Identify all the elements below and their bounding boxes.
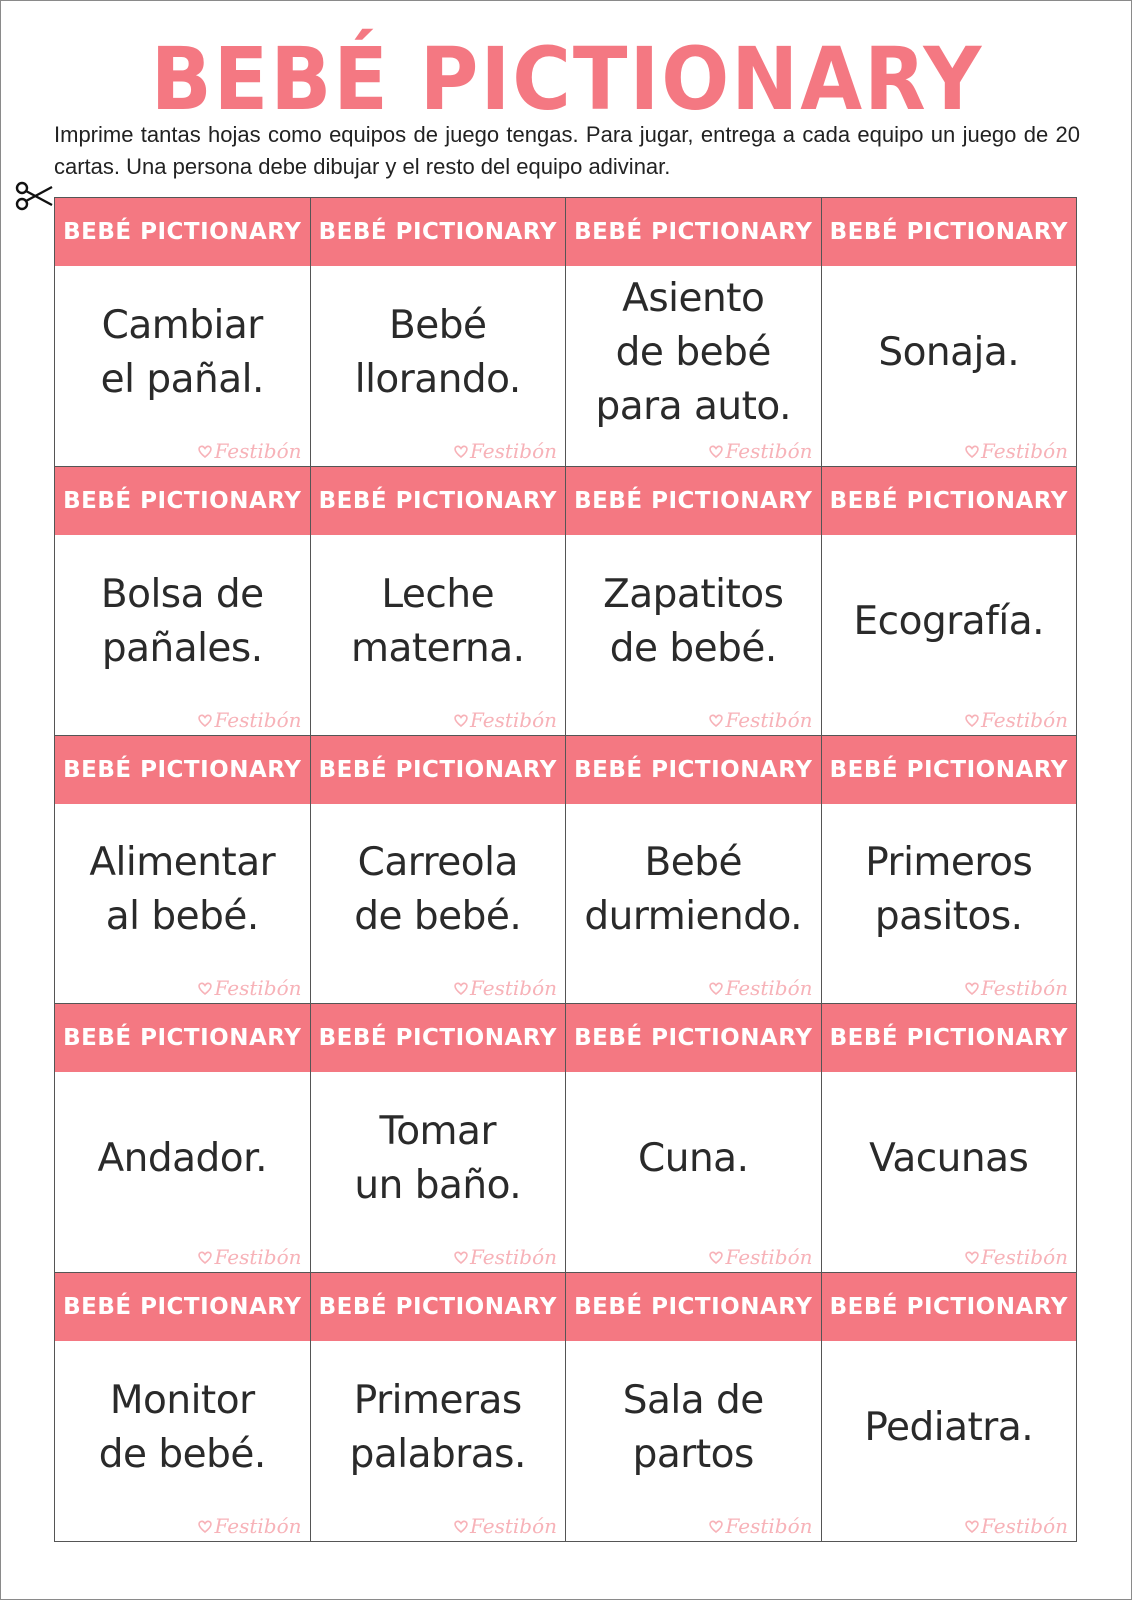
card-prompt-text: Carreola de bebé. bbox=[354, 840, 522, 940]
heart-icon bbox=[708, 1518, 724, 1534]
brand-label: Festibón bbox=[980, 976, 1068, 1001]
instructions-text: Imprime tantas hojas como equipos de juego tengas. Para jugar, entrega a cada equipo un juego de 20 cartas. Una persona debe dibujar y el resto del equipo adivinar. bbox=[54, 122, 1080, 179]
brand-label: Festibón bbox=[725, 1513, 813, 1538]
pictionary-card bbox=[311, 1004, 567, 1273]
card-body bbox=[822, 266, 1077, 466]
pictionary-card bbox=[311, 1273, 567, 1542]
pictionary-card bbox=[822, 467, 1078, 736]
heart-icon bbox=[708, 1249, 724, 1265]
pictionary-card bbox=[822, 198, 1078, 467]
heart-icon bbox=[453, 980, 469, 996]
card-header: BEBÉ PICTIONARY bbox=[566, 198, 821, 266]
brand-watermark bbox=[708, 709, 812, 731]
heart-icon bbox=[708, 712, 724, 728]
card-prompt-text: Pediatra. bbox=[864, 1405, 1034, 1451]
card-header: BEBÉ PICTIONARY bbox=[822, 1273, 1077, 1341]
brand-label: Festibón bbox=[469, 976, 557, 1001]
brand-label: Festibón bbox=[469, 707, 557, 732]
brand-label: Festibón bbox=[214, 1245, 302, 1270]
card-prompt-text: Zapatitos de bebé. bbox=[603, 571, 784, 671]
card-body bbox=[566, 1341, 821, 1541]
card-header: BEBÉ PICTIONARY bbox=[822, 467, 1077, 535]
card-prompt-text: Asiento de bebé para auto. bbox=[595, 275, 791, 429]
card-header: BEBÉ PICTIONARY bbox=[566, 467, 821, 535]
brand-watermark bbox=[453, 1515, 557, 1537]
card-body bbox=[566, 266, 821, 466]
card-body bbox=[55, 266, 310, 466]
brand-watermark bbox=[708, 1246, 812, 1268]
card-grid bbox=[54, 197, 1077, 1542]
brand-label: Festibón bbox=[980, 1245, 1068, 1270]
heart-icon bbox=[453, 443, 469, 459]
card-header: BEBÉ PICTIONARY bbox=[822, 198, 1077, 266]
pictionary-card bbox=[311, 467, 567, 736]
card-body bbox=[55, 1072, 310, 1272]
heart-icon bbox=[453, 712, 469, 728]
pictionary-card bbox=[566, 1273, 822, 1542]
card-header: BEBÉ PICTIONARY bbox=[566, 1273, 821, 1341]
card-prompt-text: Cambiar el pañal. bbox=[100, 302, 264, 402]
brand-watermark bbox=[453, 440, 557, 462]
brand-watermark bbox=[964, 440, 1068, 462]
brand-watermark bbox=[964, 709, 1068, 731]
pictionary-card bbox=[55, 1004, 311, 1273]
brand-label: Festibón bbox=[725, 707, 813, 732]
pictionary-card bbox=[55, 1273, 311, 1542]
card-body bbox=[311, 1341, 566, 1541]
brand-watermark bbox=[453, 1246, 557, 1268]
brand-label: Festibón bbox=[469, 438, 557, 463]
brand-label: Festibón bbox=[469, 1245, 557, 1270]
brand-label: Festibón bbox=[469, 1513, 557, 1538]
card-header: BEBÉ PICTIONARY bbox=[311, 1004, 566, 1072]
card-prompt-text: Bolsa de pañales. bbox=[100, 571, 264, 671]
card-prompt-text: Leche materna. bbox=[350, 571, 525, 671]
heart-icon bbox=[197, 712, 213, 728]
card-header: BEBÉ PICTIONARY bbox=[55, 198, 310, 266]
card-body bbox=[566, 535, 821, 735]
brand-label: Festibón bbox=[980, 707, 1068, 732]
card-header: BEBÉ PICTIONARY bbox=[55, 1004, 310, 1072]
card-prompt-text: Sala de partos bbox=[622, 1378, 764, 1478]
card-prompt-text: Alimentar al bebé. bbox=[89, 840, 276, 940]
heart-icon bbox=[197, 443, 213, 459]
card-body bbox=[311, 804, 566, 1004]
card-prompt-text: Primeros pasitos. bbox=[865, 840, 1033, 940]
heart-icon bbox=[453, 1518, 469, 1534]
card-body bbox=[566, 804, 821, 1004]
card-prompt-text: Cuna. bbox=[638, 1136, 749, 1182]
brand-watermark bbox=[964, 1515, 1068, 1537]
pictionary-card bbox=[822, 1004, 1078, 1273]
brand-label: Festibón bbox=[214, 976, 302, 1001]
card-prompt-text: Primeras palabras. bbox=[349, 1378, 526, 1478]
pictionary-card bbox=[55, 198, 311, 467]
card-prompt-text: Vacunas bbox=[869, 1136, 1029, 1182]
brand-label: Festibón bbox=[214, 438, 302, 463]
heart-icon bbox=[964, 980, 980, 996]
heart-icon bbox=[453, 1249, 469, 1265]
brand-label: Festibón bbox=[980, 1513, 1068, 1538]
card-header: BEBÉ PICTIONARY bbox=[566, 1004, 821, 1072]
card-prompt-text: Andador. bbox=[97, 1136, 268, 1182]
brand-watermark bbox=[708, 1515, 812, 1537]
card-header: BEBÉ PICTIONARY bbox=[822, 1004, 1077, 1072]
pictionary-card bbox=[311, 198, 567, 467]
pictionary-card bbox=[566, 1004, 822, 1273]
pictionary-card bbox=[55, 467, 311, 736]
heart-icon bbox=[708, 443, 724, 459]
card-header: BEBÉ PICTIONARY bbox=[55, 1273, 310, 1341]
heart-icon bbox=[964, 1249, 980, 1265]
card-body bbox=[822, 1341, 1077, 1541]
card-prompt-text: Sonaja. bbox=[878, 329, 1020, 375]
brand-watermark bbox=[453, 977, 557, 999]
card-body bbox=[55, 1341, 310, 1541]
pictionary-card bbox=[822, 736, 1078, 1005]
brand-label: Festibón bbox=[725, 1245, 813, 1270]
brand-watermark bbox=[197, 1246, 301, 1268]
brand-label: Festibón bbox=[214, 707, 302, 732]
pictionary-card bbox=[566, 736, 822, 1005]
brand-watermark bbox=[197, 1515, 301, 1537]
pictionary-card bbox=[566, 467, 822, 736]
brand-watermark bbox=[708, 977, 812, 999]
brand-watermark bbox=[964, 1246, 1068, 1268]
pictionary-card bbox=[822, 1273, 1078, 1542]
card-body bbox=[566, 1072, 821, 1272]
card-body bbox=[822, 535, 1077, 735]
brand-watermark bbox=[197, 977, 301, 999]
brand-label: Festibón bbox=[725, 438, 813, 463]
card-header: BEBÉ PICTIONARY bbox=[311, 1273, 566, 1341]
card-prompt-text: Bebé durmiendo. bbox=[584, 840, 803, 940]
card-body bbox=[55, 804, 310, 1004]
heart-icon bbox=[964, 1518, 980, 1534]
card-header: BEBÉ PICTIONARY bbox=[311, 198, 566, 266]
heart-icon bbox=[197, 980, 213, 996]
brand-label: Festibón bbox=[980, 438, 1068, 463]
heart-icon bbox=[964, 712, 980, 728]
card-prompt-text: Ecografía. bbox=[853, 598, 1044, 644]
heart-icon bbox=[708, 980, 724, 996]
brand-label: Festibón bbox=[725, 976, 813, 1001]
brand-watermark bbox=[708, 440, 812, 462]
card-body bbox=[822, 1072, 1077, 1272]
card-body bbox=[55, 535, 310, 735]
scissors-icon bbox=[15, 179, 53, 213]
heart-icon bbox=[197, 1249, 213, 1265]
brand-label: Festibón bbox=[214, 1513, 302, 1538]
card-header: BEBÉ PICTIONARY bbox=[566, 736, 821, 804]
card-header: BEBÉ PICTIONARY bbox=[822, 736, 1077, 804]
pictionary-card bbox=[55, 736, 311, 1005]
card-prompt-text: Monitor de bebé. bbox=[98, 1378, 266, 1478]
card-header: BEBÉ PICTIONARY bbox=[311, 736, 566, 804]
card-header: BEBÉ PICTIONARY bbox=[55, 736, 310, 804]
card-body bbox=[822, 804, 1077, 1004]
card-body bbox=[311, 266, 566, 466]
card-prompt-text: Bebé llorando. bbox=[354, 302, 521, 402]
brand-watermark bbox=[197, 709, 301, 731]
brand-watermark bbox=[197, 440, 301, 462]
heart-icon bbox=[964, 443, 980, 459]
card-prompt-text: Tomar un baño. bbox=[354, 1109, 522, 1209]
brand-watermark bbox=[453, 709, 557, 731]
card-body bbox=[311, 535, 566, 735]
card-body bbox=[311, 1072, 566, 1272]
pictionary-card bbox=[566, 198, 822, 467]
page-title: BEBÉ PICTIONARY bbox=[150, 29, 984, 130]
card-header: BEBÉ PICTIONARY bbox=[55, 467, 310, 535]
card-header: BEBÉ PICTIONARY bbox=[311, 467, 566, 535]
pictionary-card bbox=[311, 736, 567, 1005]
heart-icon bbox=[197, 1518, 213, 1534]
brand-watermark bbox=[964, 977, 1068, 999]
